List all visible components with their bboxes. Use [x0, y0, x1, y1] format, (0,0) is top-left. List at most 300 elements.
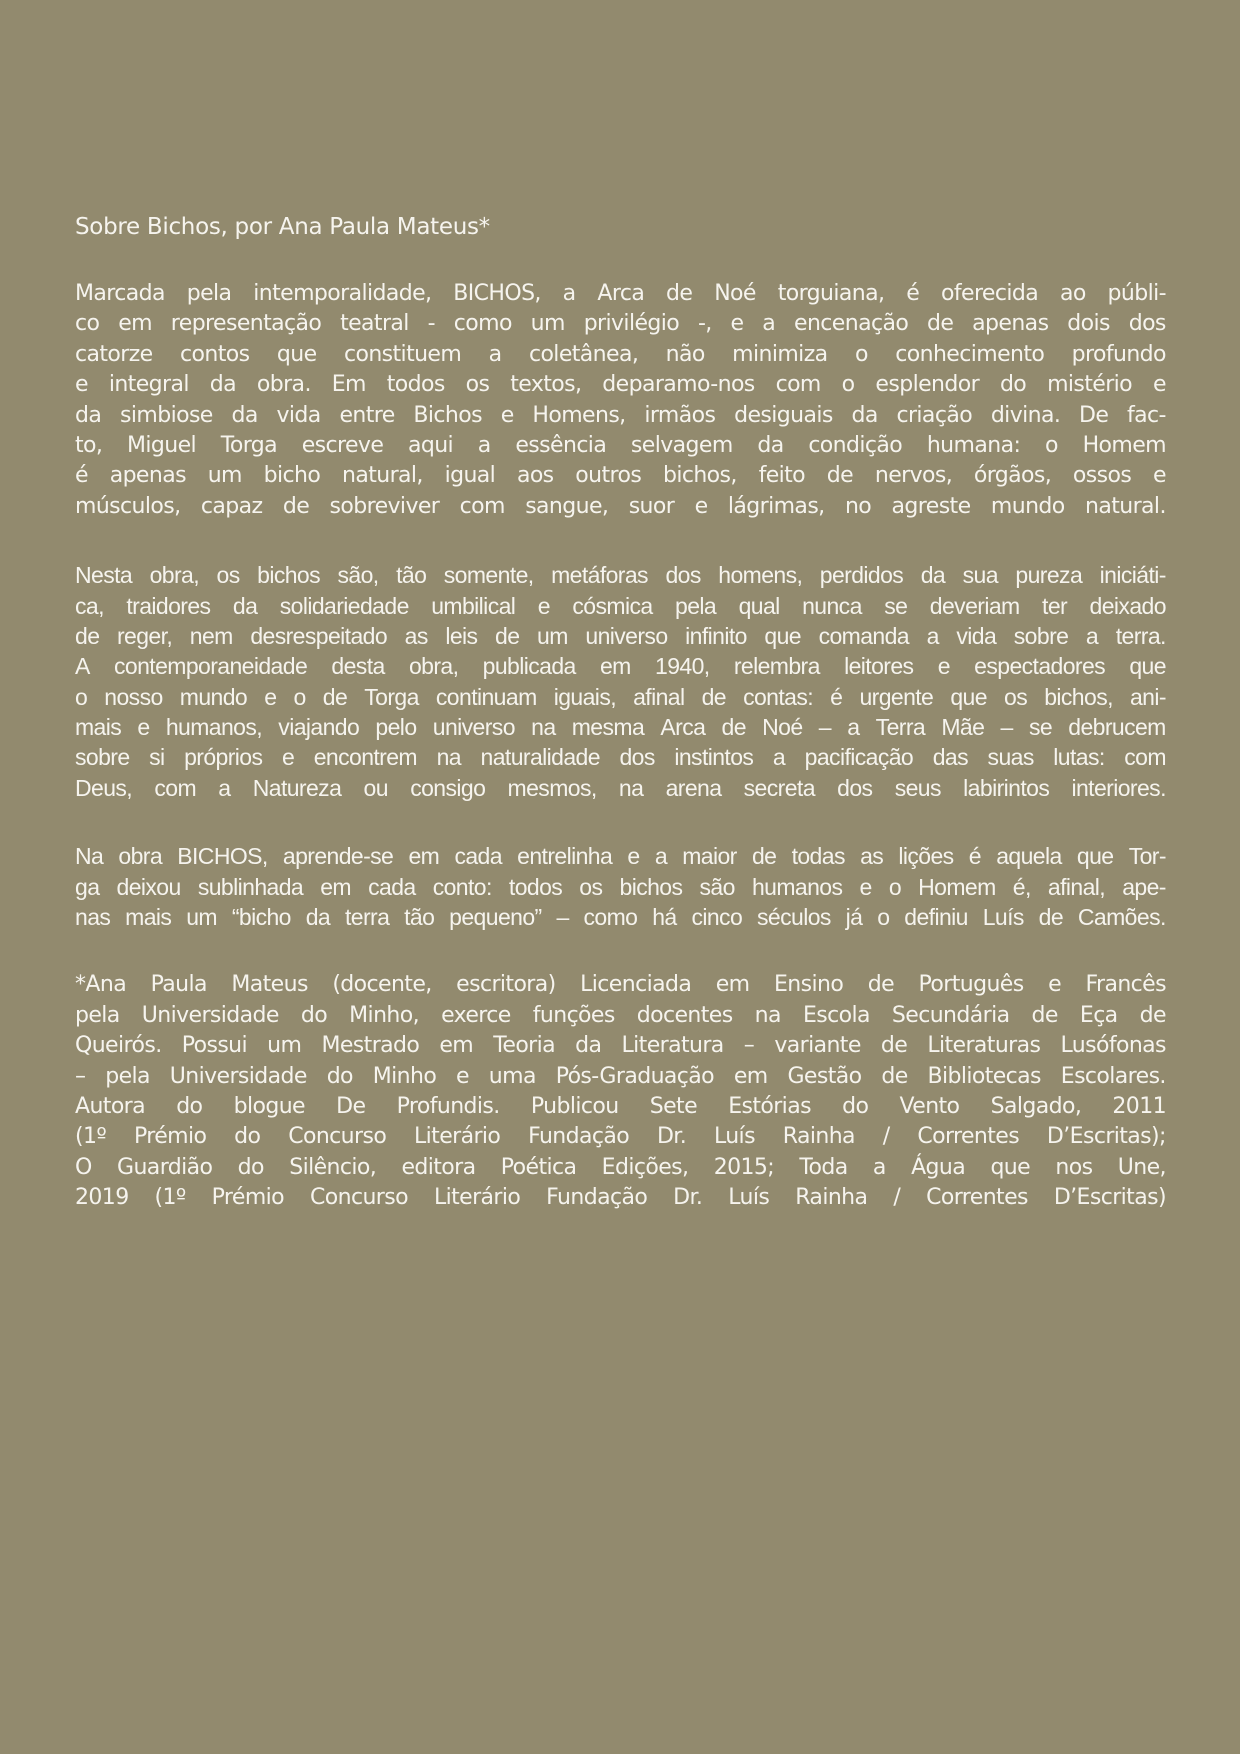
word: Deus,: [75, 774, 133, 801]
word: Terra: [875, 714, 926, 741]
word: umbilical: [431, 592, 516, 619]
word: editora: [401, 1154, 476, 1180]
word: representação: [170, 311, 322, 337]
document-body: [75, 279, 1166, 1214]
word: divina.: [990, 402, 1061, 428]
word: do: [999, 372, 1027, 398]
word: coletânea,: [528, 341, 639, 367]
word: Homens,: [532, 402, 626, 428]
word: afinal,: [1047, 873, 1106, 900]
word: e: [859, 873, 872, 900]
word: Minho: [372, 1063, 437, 1089]
word: como: [583, 904, 638, 931]
word: que: [764, 622, 801, 649]
word: aprende-se: [282, 843, 394, 870]
word: Água: [911, 1154, 966, 1180]
word: da: [75, 402, 102, 428]
word: de: [75, 622, 100, 649]
word: da: [757, 432, 784, 458]
word: 2019: [75, 1185, 129, 1211]
word: aquela: [996, 843, 1062, 870]
word: pela: [675, 592, 717, 619]
word: e: [137, 714, 150, 741]
word: Pós-Graduação: [555, 1063, 715, 1089]
word: Nesta: [75, 562, 133, 589]
word: definiu: [904, 904, 968, 931]
word: os: [579, 873, 603, 900]
word: aqui: [407, 432, 454, 458]
word: e: [937, 653, 950, 680]
word: mais: [125, 904, 172, 931]
text-line: [75, 651, 1166, 681]
word: Licenciada: [580, 972, 692, 998]
word: do: [234, 1124, 261, 1150]
word: vida: [956, 622, 997, 649]
word: Paula: [150, 972, 207, 998]
word: ca,: [75, 592, 104, 619]
word: fac-: [1127, 402, 1166, 428]
word: /: [893, 1185, 901, 1211]
word: todos: [508, 873, 563, 900]
word: em: [715, 972, 750, 998]
word: Salgado,: [990, 1093, 1082, 1119]
word: e: [730, 311, 744, 337]
word: de: [826, 463, 854, 489]
word: músculos,: [75, 493, 181, 519]
word: não: [665, 341, 705, 367]
word: Literaturas: [927, 1033, 1041, 1059]
word: –: [743, 1033, 755, 1059]
word: de: [666, 281, 693, 306]
word: é: [968, 843, 981, 870]
word: Noé: [714, 281, 756, 306]
word: humanos,: [165, 714, 263, 741]
word: –: [1000, 714, 1013, 741]
word: bicho: [263, 463, 321, 489]
word: entre: [339, 402, 395, 428]
word: a: [762, 311, 776, 337]
word: sobreviver: [329, 493, 440, 519]
word: pela: [186, 281, 232, 306]
word: deparamo-nos: [602, 372, 755, 398]
word: do: [842, 1093, 869, 1119]
word: conto:: [432, 873, 492, 900]
word: humana:: [926, 432, 1021, 458]
word: Literatura: [621, 1033, 724, 1059]
word: Rainha: [782, 1124, 855, 1150]
word: teatral: [340, 311, 409, 337]
word: dos: [665, 562, 701, 589]
word: BICHOS,: [177, 843, 268, 870]
word: ou: [363, 774, 388, 801]
word: são,: [337, 562, 379, 589]
word: com: [775, 372, 821, 398]
word: exerce: [441, 1002, 511, 1028]
word: o: [1044, 432, 1058, 458]
word: integral: [108, 372, 189, 398]
word: no: [844, 493, 872, 519]
word: Universidade: [169, 1063, 307, 1089]
word: é: [830, 683, 843, 710]
word: obra,: [149, 562, 200, 589]
word: de: [1031, 1002, 1058, 1028]
word: Publicou: [530, 1093, 619, 1119]
word: Arca: [597, 281, 645, 306]
word: cinco: [691, 904, 743, 931]
word: com: [154, 774, 197, 801]
word: os: [1004, 683, 1028, 710]
word: A: [75, 653, 90, 680]
word: catorze: [75, 341, 153, 367]
word: que: [1129, 653, 1166, 680]
word: maior: [682, 843, 737, 870]
word: da: [232, 592, 258, 619]
paragraph-3: [75, 841, 1166, 932]
word: /: [882, 1124, 890, 1150]
word: conhecimento: [895, 341, 1045, 367]
word: -,: [697, 311, 712, 337]
word: Mestrado: [321, 1033, 420, 1059]
word: o: [293, 683, 306, 710]
word: Luís: [713, 1124, 755, 1150]
word: Escola: [802, 1002, 870, 1028]
word: um: [207, 463, 242, 489]
word: aos: [516, 463, 554, 489]
word: e: [264, 683, 277, 710]
word: iniciáti-: [1099, 562, 1166, 589]
word: Bibliotecas: [927, 1063, 1041, 1089]
word: em: [320, 873, 351, 900]
word: desrespeitado: [250, 622, 388, 649]
word: é: [906, 281, 920, 306]
word: Tor-: [1128, 843, 1166, 870]
word: das: [932, 744, 968, 771]
word: comanda: [818, 622, 909, 649]
word: dos: [1128, 311, 1166, 337]
word: natural,: [341, 463, 423, 489]
word: Eça: [1079, 1002, 1118, 1028]
word: variante: [774, 1033, 861, 1059]
word: de: [927, 311, 954, 337]
word: da: [920, 562, 946, 589]
word: continuam: [435, 683, 537, 710]
document-page: [75, 212, 1166, 1214]
word: pacificação: [804, 744, 914, 771]
word: De: [1079, 402, 1109, 428]
word: Dr.: [656, 1124, 687, 1150]
word: “bicho: [231, 904, 291, 931]
word: com: [459, 493, 505, 519]
word: Em: [331, 372, 366, 398]
word: é: [75, 463, 88, 489]
word: mesma: [571, 714, 645, 741]
word: D’Escritas): [1053, 1185, 1166, 1211]
word: Vento: [899, 1093, 960, 1119]
word: mundo: [179, 683, 248, 710]
word: lições: [898, 843, 954, 870]
word: nos: [1055, 1154, 1093, 1180]
word: dois: [1067, 311, 1110, 337]
word: há: [652, 904, 677, 931]
word: afinal: [633, 683, 685, 710]
word: ga: [75, 873, 100, 900]
word: docentes: [636, 1002, 733, 1028]
word: cósmica: [572, 592, 653, 619]
word: relembra: [733, 653, 820, 680]
word: desiguais: [734, 402, 833, 428]
word: capaz: [200, 493, 263, 519]
word: oferecida: [941, 281, 1039, 306]
word: Profundis.: [396, 1093, 500, 1119]
word: se: [1028, 714, 1053, 741]
word: escreve: [301, 432, 384, 458]
word: de: [721, 714, 746, 741]
word: bichos,: [662, 463, 737, 489]
word: Português: [918, 972, 1024, 998]
word: todas: [791, 843, 845, 870]
word: as: [860, 843, 884, 870]
word: cada: [454, 843, 502, 870]
word: privilégio: [583, 311, 680, 337]
word: de: [881, 1063, 908, 1089]
word: e: [1152, 372, 1166, 398]
word: Bichos: [413, 402, 482, 428]
word: obra,: [408, 653, 459, 680]
word: pelo: [375, 714, 417, 741]
word: na: [531, 714, 556, 741]
word: Gestão: [787, 1063, 862, 1089]
word: funções: [532, 1002, 615, 1028]
word: -: [427, 311, 435, 337]
word: em: [733, 1063, 768, 1089]
word: de: [751, 843, 777, 870]
word: Natureza: [252, 774, 342, 801]
word: bichos: [619, 873, 683, 900]
word: natural.: [1085, 493, 1166, 519]
word: secreta: [743, 774, 815, 801]
word: De: [336, 1093, 366, 1119]
word: suor: [628, 493, 675, 519]
text-line: [75, 401, 1166, 431]
word: e: [537, 592, 550, 619]
word: e: [694, 493, 708, 519]
word: Correntes: [926, 1185, 1028, 1211]
word: cada: [368, 873, 416, 900]
word: Correntes: [917, 1124, 1020, 1150]
word: ossos: [1072, 463, 1132, 489]
word: suas: [987, 744, 1034, 771]
word: labirintos: [963, 774, 1050, 801]
text-line: [75, 279, 1166, 309]
document-title: Sobre Bichos, por Ana Paula Mateus*: [75, 214, 490, 240]
word: apenas: [972, 311, 1049, 337]
word: *Ana: [75, 972, 127, 998]
word: nas: [75, 904, 111, 931]
word: Lusófonas: [1060, 1033, 1166, 1059]
paragraph-2: [75, 560, 1166, 803]
word: deixou: [116, 873, 181, 900]
word: (1º: [154, 1185, 186, 1211]
word: mundo: [990, 493, 1065, 519]
word: próprios: [184, 744, 263, 771]
word: (1º: [75, 1124, 107, 1150]
paragraph-1: [75, 279, 1166, 522]
word: a: [488, 341, 502, 367]
word: pela: [75, 1002, 120, 1028]
word: constituem: [343, 341, 462, 367]
word: do: [326, 1063, 353, 1089]
text-line: [75, 742, 1166, 772]
word: e: [281, 744, 295, 771]
word: arena: [665, 774, 722, 801]
word: metáforas: [551, 562, 648, 589]
word: 2015;: [713, 1154, 775, 1180]
word: com: [1124, 744, 1166, 771]
word: Marcada: [75, 281, 165, 306]
word: contemporaneidade: [114, 653, 308, 680]
word: a: [847, 714, 860, 741]
word: como: [453, 311, 512, 337]
word: Concurso: [310, 1185, 408, 1211]
word: Silêncio,: [289, 1154, 377, 1180]
word: Miguel: [126, 432, 197, 458]
word: criação: [896, 402, 973, 428]
word: a: [477, 432, 491, 458]
word: essência: [515, 432, 607, 458]
word: Dr.: [673, 1185, 703, 1211]
word: pequeno”: [449, 904, 542, 931]
text-line: [75, 902, 1166, 932]
word: a: [872, 1154, 886, 1180]
word: na: [436, 744, 461, 771]
word: viajando: [278, 714, 360, 741]
word: Homem: [918, 873, 996, 900]
word: Camões.: [1077, 904, 1166, 931]
word: entrelinha: [517, 843, 613, 870]
word: de: [282, 493, 310, 519]
word: se: [884, 592, 908, 619]
word: a: [1085, 622, 1099, 649]
word: de: [1139, 1002, 1166, 1028]
text-line: [75, 841, 1166, 871]
word: to,: [75, 432, 103, 458]
word: em: [599, 653, 631, 680]
word: Ensino: [774, 972, 844, 998]
word: pureza: [1015, 562, 1083, 589]
word: Possui: [181, 1033, 248, 1059]
word: do: [237, 1154, 264, 1180]
word: urgente: [859, 683, 934, 710]
word: tão: [404, 904, 435, 931]
word: Luís: [728, 1185, 770, 1211]
word: na: [618, 774, 644, 801]
word: dos: [619, 744, 655, 771]
word: é,: [1012, 873, 1031, 900]
word: torguiana,: [777, 281, 885, 306]
word: Teoria: [493, 1033, 556, 1059]
word: da: [305, 904, 331, 931]
word: em: [439, 1033, 474, 1059]
word: de: [701, 683, 726, 710]
word: Prémio: [211, 1185, 285, 1211]
word: que: [276, 341, 317, 367]
word: Queirós.: [75, 1033, 162, 1059]
word: e: [1048, 972, 1062, 998]
text-line: [75, 370, 1166, 400]
word: Na: [75, 843, 104, 870]
word: os: [216, 562, 240, 589]
text-line: [75, 340, 1166, 370]
text-line: [75, 1031, 1166, 1061]
word: da: [851, 402, 878, 428]
word: deveriam: [929, 592, 1020, 619]
word: um: [537, 622, 568, 649]
word: que: [950, 683, 987, 710]
word: um: [267, 1033, 302, 1059]
word: na: [754, 1002, 781, 1028]
word: O: [75, 1154, 92, 1180]
text-line: [75, 560, 1166, 590]
text-line: [75, 309, 1166, 339]
word: e: [500, 402, 514, 428]
word: órgãos,: [973, 463, 1052, 489]
paragraph-4: [75, 970, 1166, 1213]
word: Prémio: [133, 1124, 207, 1150]
word: Fundação: [546, 1185, 648, 1211]
word: outros: [575, 463, 642, 489]
word: traidores: [126, 592, 211, 619]
word: nosso: [104, 683, 163, 710]
text-line: [75, 773, 1166, 803]
word: –: [556, 904, 569, 931]
word: somente,: [443, 562, 534, 589]
word: já: [845, 904, 863, 931]
word: debrucem: [1068, 714, 1166, 741]
word: perdidos: [819, 562, 904, 589]
word: e: [456, 1063, 469, 1089]
word: da: [575, 1033, 602, 1059]
word: humanos: [751, 873, 843, 900]
text-line: [75, 1183, 1166, 1213]
word: –: [818, 714, 831, 741]
word: um: [530, 311, 565, 337]
word: Poética: [500, 1154, 577, 1180]
word: Secundária: [891, 1002, 1010, 1028]
word: profundo: [1071, 341, 1166, 367]
word: ape-: [1122, 873, 1166, 900]
word: naturalidade: [480, 744, 600, 771]
word: leis: [445, 622, 478, 649]
word: igual: [444, 463, 496, 489]
word: consigo: [410, 774, 486, 801]
word: Minho,: [349, 1002, 420, 1028]
word: (docente,: [332, 972, 432, 998]
word: Francês: [1085, 972, 1166, 998]
word: Escolares.: [1060, 1063, 1166, 1089]
word: ao: [1059, 281, 1086, 306]
word: terra.: [1115, 622, 1166, 649]
word: iguais,: [553, 683, 617, 710]
text-line: [75, 1122, 1166, 1152]
text-line: [75, 431, 1166, 461]
word: Edições,: [601, 1154, 689, 1180]
word: 2011: [1112, 1093, 1166, 1119]
word: as: [404, 622, 428, 649]
word: de: [322, 683, 348, 710]
word: encontrem: [313, 744, 417, 771]
word: condição: [808, 432, 903, 458]
text-line: [75, 872, 1166, 902]
